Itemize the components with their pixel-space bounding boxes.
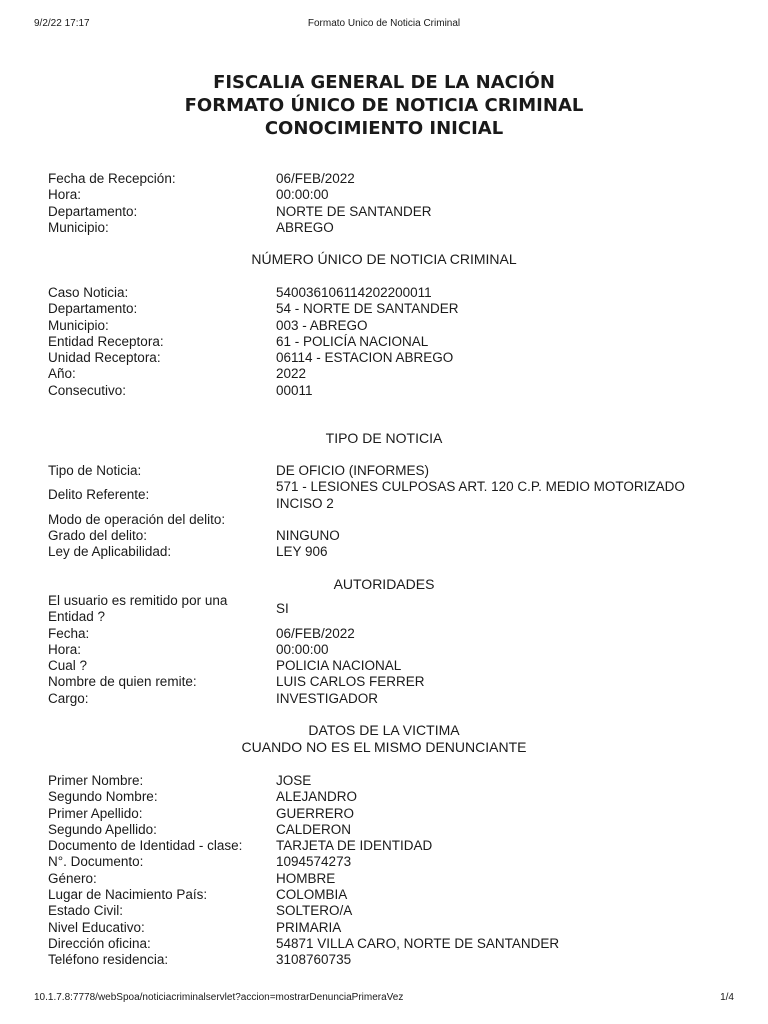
field-value: DE OFICIO (INFORMES): [276, 463, 429, 478]
field-row: [48, 350, 728, 366]
field-row: [48, 658, 728, 674]
field-row: [48, 854, 728, 870]
field-value: 06114 - ESTACION ABREGO: [276, 350, 454, 366]
field-row: [48, 936, 728, 952]
field-row: [48, 626, 728, 642]
field-label: Lugar de Nacimiento País:: [48, 887, 208, 903]
field-row: [48, 285, 728, 301]
field-value: NINGUNO: [276, 528, 340, 544]
field-row: [48, 479, 728, 512]
field-row: [48, 463, 728, 479]
field-label: Nombre de quien remite:: [48, 674, 197, 690]
autoridades-heading: AUTORIDADES: [333, 576, 435, 592]
field-row: [48, 691, 728, 707]
field-row: [48, 366, 728, 382]
field-label: Dirección oficina:: [48, 935, 151, 951]
field-label: Departamento:: [48, 301, 138, 317]
field-label: Nivel Educativo:: [48, 919, 145, 935]
print-title: Formato Unico de Noticia Criminal: [307, 18, 461, 29]
field-value: LUIS CARLOS FERRER: [276, 674, 425, 690]
field-value: HOMBRE: [276, 870, 336, 886]
field-label: Municipio:: [48, 219, 109, 235]
field-value: NORTE DE SANTANDER: [276, 203, 432, 219]
field-label: Departamento:: [48, 203, 138, 219]
field-value: TARJETA DE IDENTIDAD: [276, 838, 433, 854]
field-value: 2022: [276, 366, 307, 382]
field-label: Delito Referente:: [48, 487, 150, 503]
field-value: SOLTERO/A: [276, 903, 353, 919]
field-row: [48, 334, 728, 350]
field-value: 54871 VILLA CARO, NORTE DE SANTANDER: [276, 935, 560, 951]
field-row: [48, 887, 728, 903]
field-value: [276, 512, 728, 528]
field-value: 540036106114202200011: [276, 285, 432, 300]
field-row: [48, 773, 728, 789]
field-row: [48, 593, 728, 626]
field-value: 3108760735: [276, 952, 352, 968]
field-value: LEY 906: [276, 544, 328, 560]
field-label: Estado Civil:: [48, 903, 124, 919]
field-row: [48, 920, 728, 936]
tipo-section: [48, 463, 728, 561]
page-url: 10.1.7.8:7778/webSpoa/noticiacriminalservlet?accion=mostrarDenunciaPrimeraVez: [34, 992, 404, 1003]
field-row: [48, 822, 728, 838]
field-value: PRIMARIA: [276, 919, 342, 935]
print-datetime: 9/2/22 17:17: [34, 18, 90, 29]
page-number: 1/4: [720, 992, 734, 1003]
field-value: ALEJANDRO: [276, 789, 358, 805]
field-label: Año:: [48, 366, 76, 382]
field-value: 61 - POLICÍA NACIONAL: [276, 333, 429, 349]
field-value: COLOMBIA: [276, 887, 348, 903]
field-label: Primer Nombre:: [48, 773, 144, 788]
field-row: [48, 544, 728, 560]
field-row: [48, 318, 728, 334]
field-label: Ley de Aplicabilidad:: [48, 544, 172, 560]
print-footer: [0, 992, 768, 1006]
field-label: Documento de Identidad - clase:: [48, 838, 243, 854]
field-row: [48, 674, 728, 690]
print-header: [0, 18, 768, 32]
field-label: Grado del delito:: [48, 528, 148, 544]
field-label: Caso Noticia:: [48, 285, 129, 300]
field-row: [48, 187, 728, 203]
field-row: [48, 512, 728, 528]
field-row: [48, 789, 728, 805]
field-label: Fecha de Recepción:: [48, 171, 176, 186]
field-value: 06/FEB/2022: [276, 625, 355, 641]
victima-heading-line: CUANDO NO ES EL MISMO DENUNCIANTE: [241, 739, 527, 755]
field-label: Consecutivo:: [48, 382, 127, 398]
recepcion-section: [48, 171, 728, 236]
field-label: Hora:: [48, 641, 82, 657]
victima-heading-line: DATOS DE LA VICTIMA: [308, 722, 460, 738]
field-row: [48, 204, 728, 220]
field-value: POLICIA NACIONAL: [276, 658, 402, 674]
field-label: Primer Apellido:: [48, 805, 143, 821]
field-label: Teléfono residencia:: [48, 952, 169, 968]
field-value: 003 - ABREGO: [276, 317, 368, 333]
field-row: [48, 220, 728, 236]
field-value: 00011: [276, 382, 313, 398]
field-value: 00:00:00: [276, 641, 329, 657]
field-label: Género:: [48, 870, 97, 886]
field-value: JOSE: [276, 773, 312, 788]
field-row: [48, 871, 728, 887]
field-label: N°. Documento:: [48, 854, 144, 870]
document-title: [0, 71, 768, 140]
field-value: ABREGO: [276, 219, 334, 235]
field-row: [48, 383, 728, 399]
numero-heading: NÚMERO ÚNICO DE NOTICIA CRIMINAL: [251, 251, 517, 267]
field-row: [48, 952, 728, 968]
field-row: [48, 301, 728, 317]
field-label: Segundo Nombre:: [48, 789, 158, 805]
field-label: Cual ?: [48, 658, 88, 674]
field-row: [48, 838, 728, 854]
field-row: [48, 528, 728, 544]
field-label: El usuario es remitido por una Entidad ?: [48, 593, 228, 625]
field-label: Municipio:: [48, 317, 109, 333]
field-value: SI: [276, 601, 289, 617]
field-label: Tipo de Noticia:: [48, 463, 142, 478]
field-label: Cargo:: [48, 690, 89, 706]
field-value: 1094574273: [276, 854, 352, 870]
victima-heading: [0, 722, 768, 756]
field-label: Hora:: [48, 187, 82, 203]
title-line: FISCALIA GENERAL DE LA NACIÓN: [213, 72, 555, 93]
victima-section: [48, 773, 728, 969]
field-value: 00:00:00: [276, 187, 329, 203]
field-value: CALDERON: [276, 821, 352, 837]
title-line: FORMATO ÚNICO DE NOTICIA CRIMINAL: [184, 95, 584, 116]
numero-section: [48, 285, 728, 399]
field-row: [48, 903, 728, 919]
field-row: [48, 806, 728, 822]
field-value: 54 - NORTE DE SANTANDER: [276, 301, 459, 317]
field-label: Modo de operación del delito:: [48, 511, 226, 527]
field-label: Segundo Apellido:: [48, 821, 157, 837]
field-value: 06/FEB/2022: [276, 171, 355, 186]
field-value: GUERRERO: [276, 805, 355, 821]
tipo-heading: TIPO DE NOTICIA: [325, 430, 443, 446]
field-value: 571 - LESIONES CULPOSAS ART. 120 C.P. MEDIO MOTORIZADO INCISO 2: [276, 479, 685, 511]
field-row: [48, 642, 728, 658]
field-label: Fecha:: [48, 625, 90, 641]
autoridades-section: [48, 593, 728, 707]
field-value: INVESTIGADOR: [276, 690, 379, 706]
field-row: [48, 171, 728, 187]
field-label: Entidad Receptora:: [48, 333, 164, 349]
field-label: Unidad Receptora:: [48, 350, 161, 366]
title-line: CONOCIMIENTO INICIAL: [264, 118, 504, 139]
